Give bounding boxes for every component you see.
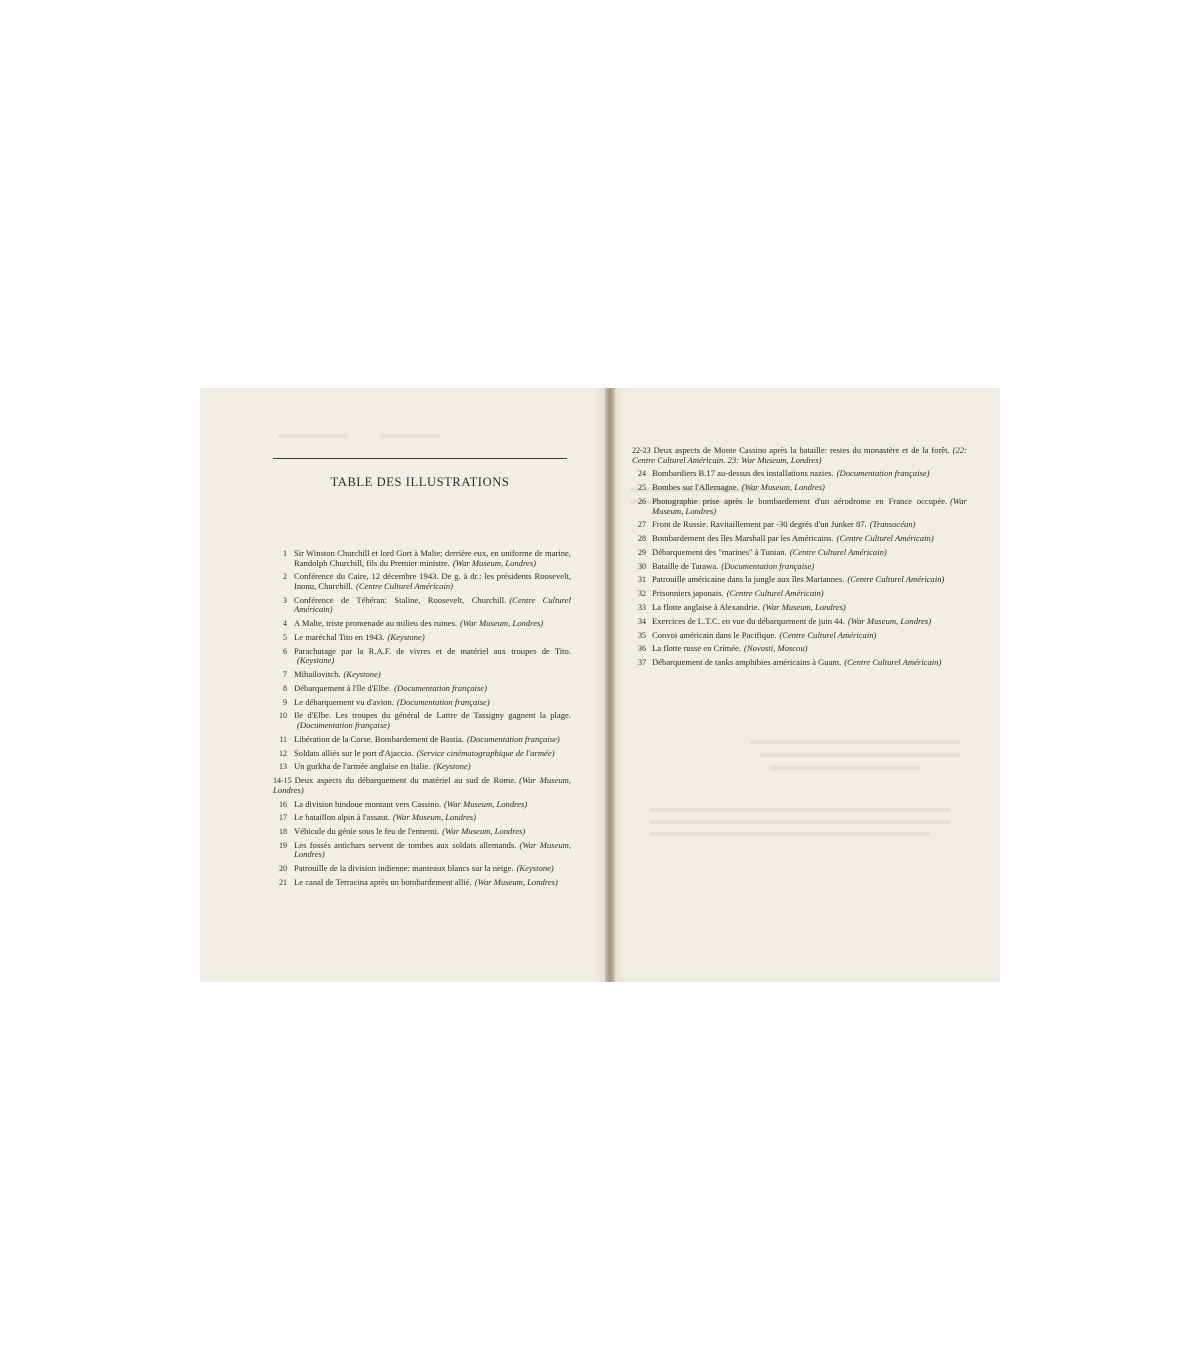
- bleed-through-text: [380, 434, 440, 438]
- illustration-source: (War Museum, Londres): [762, 602, 846, 612]
- illustration-number: 33: [638, 603, 646, 612]
- list-item: [273, 841, 571, 860]
- illustration-number: 1: [283, 549, 287, 558]
- bleed-through-text: [650, 808, 950, 812]
- illustration-caption: Libération de la Corse. Bombardement de Bastia.: [294, 733, 464, 744]
- list-item: [632, 497, 967, 516]
- illustration-source: (22: Centre Culturel Américain. 23: War Museum, Londres): [632, 445, 967, 465]
- illustration-source: (Keystone): [387, 631, 425, 642]
- list-item: [273, 670, 571, 680]
- list-item: [632, 617, 967, 627]
- illustration-caption: A Malte, triste promenade au milieu des ruines.: [294, 618, 457, 629]
- title-rule: [273, 458, 567, 459]
- list-item: [632, 589, 967, 599]
- illustration-number: 10: [279, 711, 287, 721]
- illustration-number: 36: [638, 644, 646, 654]
- list-item: [273, 619, 571, 629]
- illustration-source: (War Museum, Londres): [474, 877, 558, 887]
- illustration-number: 17: [279, 813, 287, 823]
- list-item: [273, 684, 571, 694]
- illustration-list-right: [632, 446, 967, 672]
- illustration-source: (Documentation française): [466, 733, 560, 744]
- illustration-caption: Soldats alliés sur le port d'Ajaccio.: [294, 747, 414, 758]
- list-item: [273, 800, 571, 810]
- illustration-source: (War Museum, Londres): [460, 618, 544, 629]
- illustration-caption: Le canal de Terracina après un bombardement allié.: [294, 877, 472, 887]
- list-item: [632, 469, 967, 479]
- illustration-caption: Ile d'Elbe. Les troupes du général de Lattre de Tassigny gagnent la plage.: [294, 710, 571, 721]
- illustration-source: (Documentation française): [297, 720, 390, 730]
- illustration-caption: Bombes sur l'Allemagne.: [652, 482, 739, 493]
- illustration-caption: Bombardement des îles Marshall par les Américains.: [652, 533, 834, 544]
- illustration-caption: La flotte russe en Crimée.: [652, 643, 742, 654]
- illustration-number: 3: [283, 595, 287, 605]
- illustration-source: (War Museum, Londres): [392, 812, 476, 823]
- bleed-through-text: [650, 820, 950, 824]
- illustration-caption: Mihailovitch.: [294, 669, 341, 680]
- illustration-source: (Keystone): [433, 761, 471, 772]
- illustration-source: (Documentation française): [396, 696, 490, 707]
- illustration-list-left: [273, 549, 571, 892]
- illustration-caption: Patrouille américaine dans la jungle aux îles Mariannes.: [652, 574, 845, 585]
- list-item: [632, 534, 967, 544]
- list-item: [273, 572, 571, 591]
- illustration-source: (Transocéan): [869, 519, 916, 530]
- list-item: [632, 483, 967, 493]
- illustration-source: (War Museum, Londres): [273, 775, 571, 795]
- illustration-number: 29: [638, 547, 646, 557]
- illustration-source: (War Museum, Londres): [741, 482, 825, 493]
- list-item: [273, 813, 571, 823]
- list-item: [632, 603, 967, 613]
- illustration-caption: La division hindoue montant vers Cassino.: [294, 798, 442, 809]
- list-item: [273, 827, 571, 837]
- illustration-number: 27: [638, 520, 646, 530]
- illustration-caption: Deux aspects de Monte Cassino après la bataille: restes du monastère et de la forêt.: [653, 445, 950, 455]
- illustration-source: (Centre Culturel Américain): [836, 533, 934, 544]
- illustration-source: (War Museum, Londres): [444, 798, 528, 809]
- list-item: [632, 658, 967, 668]
- illustration-number: 31: [638, 575, 646, 585]
- illustration-caption: La flotte anglaise à Alexandrie.: [652, 602, 760, 612]
- illustration-caption: Exercices de L.T.C. en vue du débarquement de juin 44.: [652, 615, 845, 626]
- illustration-number: 4: [283, 619, 287, 629]
- illustration-number: 5: [283, 632, 287, 642]
- list-item: [273, 735, 571, 745]
- illustration-number: 24: [638, 469, 646, 479]
- illustration-number: 30: [638, 561, 646, 571]
- illustration-number: 20: [279, 864, 287, 874]
- right-page: [610, 388, 1000, 982]
- bleed-through-text: [650, 832, 930, 836]
- illustration-source: (Centre Culturel Américain): [294, 594, 571, 615]
- illustration-source: (Centre Culturel Américain): [355, 580, 454, 591]
- illustration-source: (Centre Culturel Américain): [847, 574, 945, 585]
- list-item: [632, 548, 967, 558]
- illustration-source: (Centre Culturel Américain): [789, 546, 887, 557]
- illustration-source: (Keystone): [516, 863, 554, 874]
- illustration-source: (War Museum, Londres): [294, 839, 571, 860]
- illustration-number: 8: [283, 683, 287, 693]
- illustration-source: (War Museum, Londres): [847, 615, 932, 626]
- list-item: [273, 776, 571, 795]
- list-item: [632, 446, 967, 465]
- book-spread: [200, 388, 1000, 982]
- bleed-through-text: [278, 434, 348, 438]
- illustration-number: 2: [283, 572, 287, 582]
- list-item: [273, 864, 571, 874]
- list-item: [273, 647, 571, 666]
- illustration-caption: Bataille de Tarawa.: [652, 560, 719, 571]
- illustration-source: (War Museum, Londres): [452, 557, 537, 568]
- list-item: [632, 520, 967, 530]
- illustration-number: 37: [638, 658, 646, 668]
- list-item: [632, 562, 967, 572]
- illustration-caption: Bombardiers B.17 au-dessus des installations nazies.: [652, 468, 834, 479]
- illustration-source: (Service cinématographique de l'armée): [416, 747, 555, 758]
- illustration-caption: Convoi américain dans le Pacifique.: [652, 629, 777, 640]
- illustration-caption: Conférence de Téhéran: Staline, Roosevelt, Churchill.: [294, 594, 507, 605]
- illustration-caption: Parachutage par la R.A.F. de vivres et de matériel aux troupes de Tito.: [294, 645, 571, 656]
- list-item: [632, 644, 967, 654]
- illustration-caption: Le maréchal Tito en 1943.: [294, 631, 385, 642]
- illustration-number: 6: [283, 646, 287, 656]
- illustration-number: 35: [638, 630, 646, 640]
- illustration-number: 18: [279, 827, 287, 837]
- illustration-number: 26: [638, 496, 646, 506]
- list-item: [273, 878, 571, 888]
- illustration-caption: Prisonniers japonais.: [652, 588, 724, 599]
- illustration-number: 7: [283, 670, 287, 680]
- page-title: TABLE DES ILLUSTRATIONS: [330, 475, 510, 489]
- illustration-caption: Sir Winston Churchill et lord Gort à Malte; derrière eux, en uniforme de marine, Randolph Churchill, fils du Premier ministre.: [294, 548, 571, 568]
- illustration-source: (Documentation française): [836, 468, 930, 479]
- illustration-caption: Débarquement à l'île d'Elbe.: [294, 682, 392, 693]
- list-item: [273, 749, 571, 759]
- illustration-caption: Front de Russie. Ravitaillement par -30 degrés d'un Junker 87.: [652, 519, 867, 530]
- illustration-source: (Centre Culturel Américain): [844, 657, 942, 668]
- illustration-number: 22-23: [632, 446, 651, 455]
- illustration-number: 19: [279, 840, 287, 850]
- list-item: [273, 698, 571, 708]
- list-item: [632, 631, 967, 641]
- illustration-caption: Débarquement de tanks amphibies américains à Guam.: [652, 657, 842, 668]
- illustration-caption: Deux aspects du débarquement du matériel au sud de Rome.: [294, 775, 517, 786]
- bleed-through-text: [770, 766, 920, 770]
- illustration-source: (War Museum, Londres): [652, 495, 967, 516]
- illustration-number: 11: [279, 734, 287, 744]
- illustration-number: 32: [638, 589, 646, 599]
- illustration-number: 25: [638, 483, 646, 493]
- illustration-caption: Débarquement des "marines" à Tunian.: [652, 546, 787, 557]
- illustration-source: (Keystone): [343, 669, 381, 680]
- illustration-caption: Conférence du Caire, 12 décembre 1943. De g. à dr.: les présidents Roosevelt, Inonu, Churchill.: [294, 571, 571, 591]
- list-item: [632, 575, 967, 585]
- list-item: [273, 633, 571, 643]
- illustration-caption: Véhicule du génie sous le feu de l'ennemi.: [294, 826, 440, 837]
- illustration-source: (Documentation française): [721, 560, 815, 571]
- illustration-number: 16: [279, 799, 287, 809]
- book-gutter: [605, 388, 615, 982]
- left-page: [200, 388, 610, 982]
- illustration-caption: Photographie prise après le bombardement d'un aérodrome en France occupée.: [652, 495, 948, 506]
- illustration-number: 9: [283, 697, 287, 707]
- illustration-number: 21: [279, 878, 287, 887]
- illustration-caption: Patrouille de la division indienne: manteaux blancs sur la neige.: [294, 863, 514, 874]
- bleed-through-text: [750, 740, 960, 744]
- illustration-caption: Le débarquement vu d'avion.: [294, 696, 394, 707]
- illustration-source: (Keystone): [297, 655, 335, 666]
- illustration-caption: Un gurkha de l'armée anglaise en Italie.: [294, 761, 431, 772]
- list-item: [273, 762, 571, 772]
- list-item: [273, 711, 571, 730]
- bleed-through-text: [760, 753, 960, 757]
- illustration-number: 34: [638, 616, 646, 626]
- illustration-source: (War Museum, Londres): [442, 826, 526, 837]
- illustration-source: (Centre Culturel Américain): [726, 588, 824, 599]
- illustration-number: 12: [279, 748, 287, 758]
- illustration-caption: Les fossés antichars servent de tombes aux soldats allemands.: [294, 839, 517, 850]
- illustration-number: 13: [279, 762, 287, 772]
- illustration-number: 28: [638, 534, 646, 544]
- list-item: [273, 596, 571, 615]
- illustration-caption: Le bataillon alpin à l'assaut.: [294, 812, 390, 823]
- illustration-source: (Novosti, Moscou): [744, 643, 808, 654]
- illustration-source: (Documentation française): [394, 682, 487, 693]
- list-item: [273, 549, 571, 568]
- illustration-source: (Centre Culturel Américain): [779, 629, 877, 640]
- illustration-number: 14-15: [273, 776, 292, 786]
